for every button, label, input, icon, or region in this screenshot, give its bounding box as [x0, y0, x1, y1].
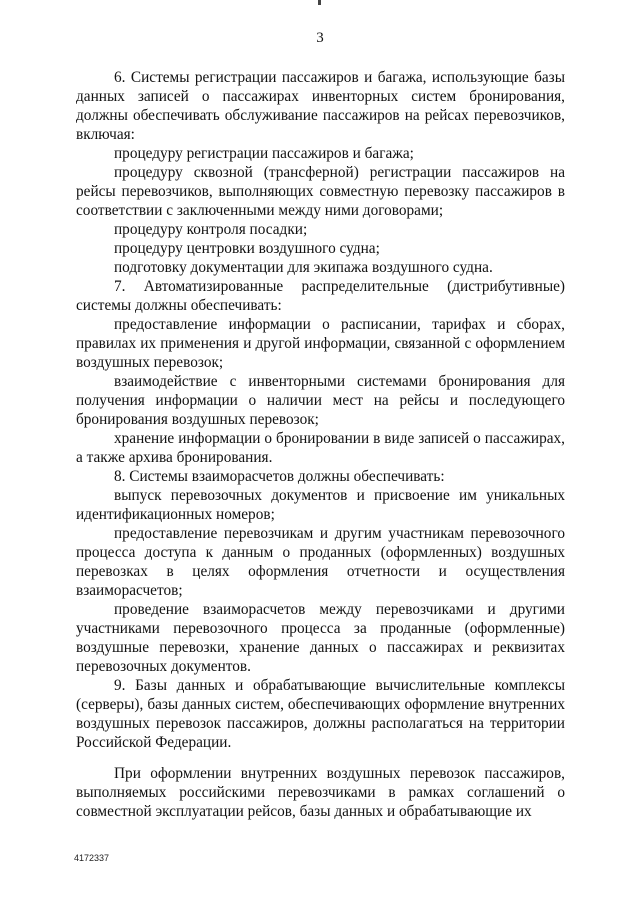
- list-item: проведение взаиморасчетов между перевозчиками и другими участниками перевозочного процесса за проданные (оформленные) воздушные перевозки, хранение данных о пассажирах и реквизитах перевозочных документов.: [76, 601, 565, 675]
- paragraph-continuation: При оформлении внутренних воздушных перевозок пассажиров, выполняемых российскими перевозчиками в рамках соглашений о совместной эксплуатации рейсов, базы данных и обрабатывающие их: [76, 765, 565, 820]
- list-item: процедуру сквозной (трансферной) регистрации пассажиров на рейсы перевозчиков, выполняющих совместную перевозку пассажиров в соответствии с заключенными между ними договорами;: [76, 164, 565, 219]
- list-item: предоставление информации о расписании, тарифах и сборах, правилах их применения и другой информации, связанной с оформлением воздушных перевозок;: [76, 316, 565, 371]
- paragraph-7: 7. Автоматизированные распределительные (дистрибутивные) системы должны обеспечивать:: [76, 278, 565, 314]
- list-item: выпуск перевозочных документов и присвоение им уникальных идентификационных номеров;: [76, 487, 565, 523]
- list-item: предоставление перевозчикам и другим участникам перевозочного процесса доступа к данным о проданных (оформленных) воздушных перевозках в целях оформления отчетности и осуществления взаиморасчетов;: [76, 525, 565, 599]
- paragraph-6: 6. Системы регистрации пассажиров и багажа, использующие базы данных записей о пассажирах инвенторных систем бронирования, должны обеспечивать обслуживание пассажиров на рейсах перевозчиков, включая:: [76, 69, 565, 143]
- paragraph-8: 8. Системы взаиморасчетов должны обеспечивать:: [114, 468, 445, 485]
- document-body: [76, 68, 565, 821]
- list-item: подготовку документации для экипажа воздушного судна.: [114, 259, 493, 276]
- list-item: взаимодействие с инвенторными системами бронирования для получения информации о наличии мест на рейсы и последующего бронирования воздушных перевозок;: [76, 373, 565, 428]
- list-item: процедуру регистрации пассажиров и багажа;: [114, 145, 414, 162]
- list-item: процедуру центровки воздушного судна;: [114, 240, 380, 257]
- scan-mark: [318, 0, 321, 5]
- list-item: процедуру контроля посадки;: [114, 221, 308, 238]
- paragraph-9: 9. Базы данных и обрабатывающие вычислительные комплексы (серверы), базы данных систем, обеспечивающих оформление внутренних воздушных перевозок пассажиров, должны располагаться на территории Российской Федерации.: [76, 677, 565, 751]
- list-item: хранение информации о бронировании в виде записей о пассажирах, а также архива бронирования.: [76, 430, 565, 466]
- page-number: 3: [316, 30, 324, 46]
- document-number: 4172337: [74, 853, 110, 863]
